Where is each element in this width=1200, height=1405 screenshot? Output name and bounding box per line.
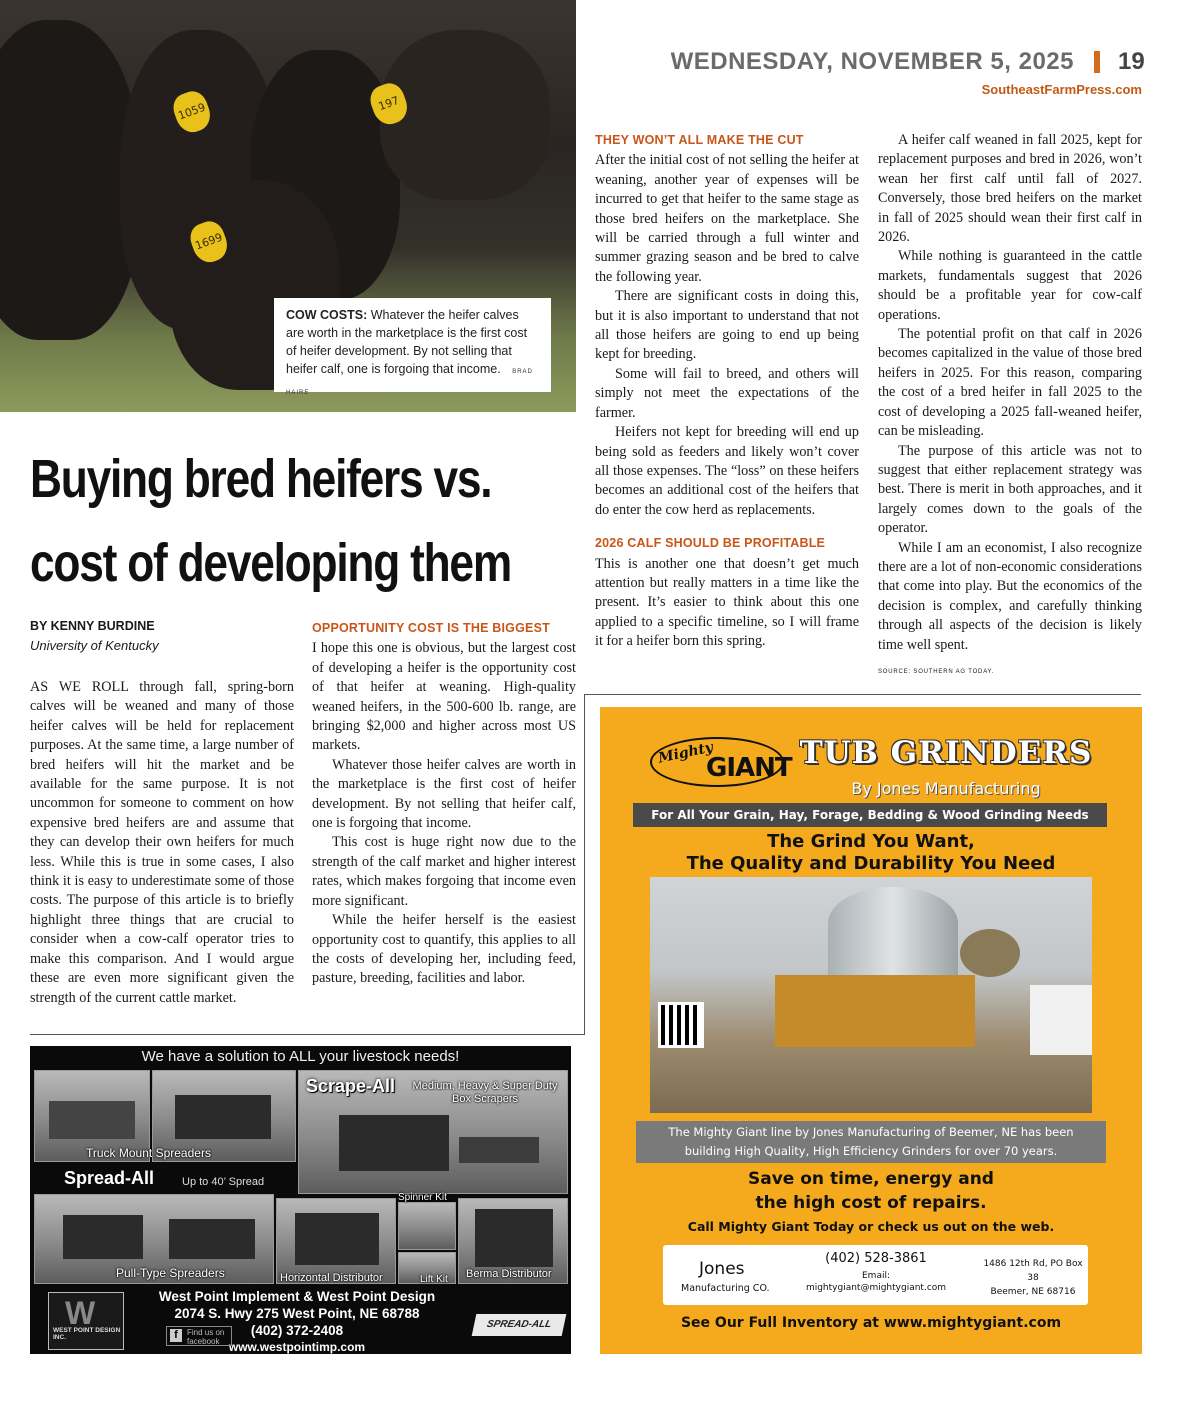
contact-box xyxy=(663,1245,1088,1305)
grinder-photo xyxy=(650,877,1092,1113)
paragraph: The purpose of this article was not to suggest that either replacement strategy was best. There is merit in both approaches, and it largely comes down to the goals of the operator. xyxy=(878,442,1142,537)
logo-mighty: Mighty xyxy=(656,739,715,767)
paragraph: While the heifer herself is the easiest opportunity cost to quantify, this applies to all the costs of developing her, including feed, pasture, breeding, facilities and labor. xyxy=(312,912,576,987)
ad-title: TUB GRINDERS xyxy=(799,735,1093,771)
ear-tag: 1699 xyxy=(186,217,232,266)
article-column-3 xyxy=(595,131,859,652)
label-spinner: Spinner Kit xyxy=(398,1192,447,1203)
cow-shape xyxy=(380,30,550,200)
logo-text: WEST POINT DESIGN INC. xyxy=(53,1327,121,1341)
label-truck-mount: Truck Mount Spreaders xyxy=(86,1146,211,1160)
photo-caption xyxy=(274,298,551,396)
scrape-all-title: Scrape-All xyxy=(306,1076,396,1096)
distributor-shape xyxy=(295,1213,379,1265)
slogan-line-2: The Quality and Durability You Need xyxy=(686,853,1056,874)
company-address: 2074 S. Hwy 275 West Point, NE 68788 xyxy=(174,1306,420,1321)
cow-shape xyxy=(0,20,140,340)
paragraph: This is another one that doesn’t get much attention but really matters in a time like the present. It’s easier to think about this one applied to a specific timeline, so I will frame it for a heifer born this spring. xyxy=(595,555,859,650)
about-box xyxy=(636,1121,1106,1163)
author-affiliation: University of Kentucky xyxy=(30,638,159,653)
header-separator xyxy=(1094,51,1100,73)
cattle-photo xyxy=(0,0,576,412)
ad-slogan xyxy=(600,831,1142,875)
paragraph: Heifers not kept for breeding will end up being sold as feeders and likely won’t cover all those expenses. The “loss” on these heifers becomes an additional cost of the heifers that do enter the cow herd as replacements. xyxy=(595,424,859,518)
about-line-2: building High Quality, High Efficiency Grinders for over 70 years. xyxy=(684,1144,1058,1158)
tub-grinder-shape xyxy=(775,975,975,1047)
truck-shape xyxy=(49,1101,135,1139)
article-column-4 xyxy=(878,131,1142,682)
address-line-2: Beemer, NE 68716 xyxy=(990,1287,1076,1297)
divider-rule xyxy=(30,1034,585,1035)
contact-address xyxy=(981,1257,1085,1299)
spread-all-title: Spread-All xyxy=(64,1168,155,1188)
spreader-shape xyxy=(175,1095,271,1139)
address-line-1: 1486 12th Rd, PO Box 38 xyxy=(983,1259,1083,1283)
paragraph: The potential profit on that calf in 2026 becomes capitalized in the value of those bred heifers in 2025. For this reason, comparing the cost of a bred heifer in fall 2025 to the cost of developing a 2025 fall-weaned heifer, can be misleading. xyxy=(878,326,1142,440)
headline xyxy=(30,437,511,605)
ad-band: For All Your Grain, Hay, Forage, Bedding & Wood Grinding Needs xyxy=(633,803,1107,827)
article-column-1 xyxy=(30,678,294,1008)
label-lift: Lift Kit xyxy=(420,1274,448,1285)
paragraph: While I am an economist, I also recognize there are a lot of non-economic considerations that come into play. But the economics of the decision is complex, and carefully thinking through all aspects of the decision is likely time well spent. xyxy=(878,539,1142,653)
w-logo-icon: W xyxy=(65,1295,96,1331)
paragraph: This cost is huge right now due to the strength of the calf market and higher interest rates, which makes forgoing that income even more significant. xyxy=(312,834,576,909)
ad-tagline: We have a solution to ALL your livestock needs! xyxy=(141,1048,460,1065)
divider-rule xyxy=(584,694,585,1034)
spreader-shape xyxy=(63,1215,143,1259)
save-line-2: the high cost of repairs. xyxy=(755,1193,987,1213)
ad-subtitle: By Jones Manufacturing xyxy=(851,779,1041,798)
subhead-make-the-cut: THEY WON’T ALL MAKE THE CUT xyxy=(595,133,804,147)
company-website[interactable]: www.westpointimp.com xyxy=(228,1340,366,1354)
paragraph: A heifer calf weaned in fall 2025, kept for replacement purposes and bred in 2026, won’t wean her first calf until fall of 2027. Conversely, those bred heifers on the market in fall of 2025 should wean their first calf in 2026. xyxy=(878,132,1142,246)
inventory-link[interactable]: See Our Full Inventory at www.mightygiant.com xyxy=(680,1315,1062,1331)
article-source: SOURCE: SOUTHERN AG TODAY. xyxy=(878,668,995,675)
truck-cab-shape xyxy=(1030,985,1092,1055)
slogan-line-1: The Grind You Want, xyxy=(767,831,975,852)
caption-lead: COW COSTS: xyxy=(286,308,368,322)
ear-tag: 197 xyxy=(366,79,412,128)
email-label: Email: xyxy=(861,1271,890,1281)
page-number: 19 xyxy=(1118,48,1145,75)
call-to-action: Call Mighty Giant Today or check us out on the web. xyxy=(687,1219,1055,1234)
tractor-shape xyxy=(339,1115,449,1171)
paragraph: Whatever those heifer calves are worth in the marketplace is the first cost of heifer development. By not selling that heifer calf, one is forgoing that income. xyxy=(312,756,576,832)
facebook-icon[interactable]: f xyxy=(170,1329,182,1342)
save-message xyxy=(600,1167,1142,1215)
caption-text: Whatever the heifer calves are worth in the marketplace is the first cost of heifer development. By not selling that heifer calf, one is forgoing that income. xyxy=(286,308,528,376)
westpoint-logo xyxy=(48,1292,124,1350)
jones-subtitle: Manufacturing CO. xyxy=(681,1283,770,1294)
save-line-1: Save on time, energy and xyxy=(748,1169,994,1189)
qr-code-icon[interactable] xyxy=(658,1002,704,1048)
spreader-shape xyxy=(169,1219,255,1259)
jones-logo: Jones xyxy=(699,1259,745,1279)
spread-all-logo: SPREAD-ALL xyxy=(472,1314,567,1336)
photo-credit: BRAD HAIRE xyxy=(286,369,533,396)
logo-giant: GIANT xyxy=(706,753,792,783)
paragraph: After the initial cost of not selling the heifer at weaning, another year of expenses will be incurred to get that heifer to the same stage as those bred heifers on the marketplace. She will be carried through a full winter and summer grazing season and be bred to calve the following year. xyxy=(595,152,859,285)
label-scrapers: Medium, Heavy & Super Duty Box Scrapers xyxy=(412,1080,558,1105)
scraper-shape xyxy=(459,1137,539,1163)
contact-email[interactable]: mightygiant@mightygiant.com xyxy=(805,1283,947,1293)
issue-date: WEDNESDAY, NOVEMBER 5, 2025 xyxy=(670,48,1074,75)
label-berma: Berma Distributor xyxy=(466,1268,552,1280)
ad-westpoint[interactable] xyxy=(30,1046,571,1354)
paragraph: Some will fail to breed, and others will simply not meet the expectations of the farmer. xyxy=(595,365,859,421)
spread-range: Up to 40’ Spread xyxy=(182,1176,265,1188)
paragraph: AS WE ROLL through fall, spring-born calves will be weaned and many of those heifer calves will be held for replacement purposes. At the same time, a large number of bred heifers will hit the market and be available for the same purpose. It is not uncommon for someone to comment on how expensive bred heifers are and assume that they can develop their own heifers for much less. While this is true in some cases, I also think it is easy to underestimate some of those costs. The purpose of this article is to briefly highlight three things that are crucial to consider when a cow-calf operator tries to make this comparison. And I would argue these are even more significant given the strength of the current cattle market. xyxy=(30,679,294,1006)
headline-line-2: cost of developing them xyxy=(30,533,511,593)
subhead-opportunity-cost: OPPORTUNITY COST IS THE BIGGEST xyxy=(312,621,550,635)
divider-rule xyxy=(584,694,1141,695)
subhead-2026-calf: 2026 CALF SHOULD BE PROFITABLE xyxy=(595,536,826,551)
article-column-2 xyxy=(312,619,576,989)
label-horizontal: Horizontal Distributor xyxy=(280,1272,383,1284)
paragraph: While nothing is guaranteed in the cattle markets, fundamentals suggest that 2026 should be a profitable year for cow-calf operations. xyxy=(878,248,1142,323)
headline-line-1: Buying bred heifers vs. xyxy=(30,449,492,509)
spinner-photo xyxy=(398,1202,456,1250)
contact-phone[interactable]: (402) 528-3861 xyxy=(825,1251,927,1266)
paragraph: There are significant costs in doing this, but it is also important to understand that not all those heifers are going to end up being kept for breeding. xyxy=(595,288,859,363)
berma-shape xyxy=(475,1209,553,1267)
company-phone[interactable]: (402) 372-2408 xyxy=(250,1323,344,1338)
mighty-giant-logo xyxy=(650,737,792,787)
label-pull-type: Pull-Type Spreaders xyxy=(116,1266,225,1280)
hay-bale-shape xyxy=(960,929,1020,977)
paragraph: I hope this one is obvious, but the largest cost of developing a heifer is the opportunity cost of that heifer at weaning. High-quality weaned heifers, in the 500-600 lb. range, are bringing $2,000 and higher across most US markets. xyxy=(312,640,576,754)
ad-mighty-giant[interactable] xyxy=(600,707,1142,1354)
site-url[interactable]: SoutheastFarmPress.com xyxy=(981,82,1142,97)
company-name: West Point Implement & West Point Design xyxy=(158,1289,436,1304)
byline: BY KENNY BURDINE xyxy=(30,619,155,633)
facebook-badge[interactable]: Find us on facebook xyxy=(166,1326,232,1346)
about-line-1: The Mighty Giant line by Jones Manufacturing of Beemer, NE has been xyxy=(668,1125,1074,1139)
ear-tag: 1059 xyxy=(169,87,215,136)
